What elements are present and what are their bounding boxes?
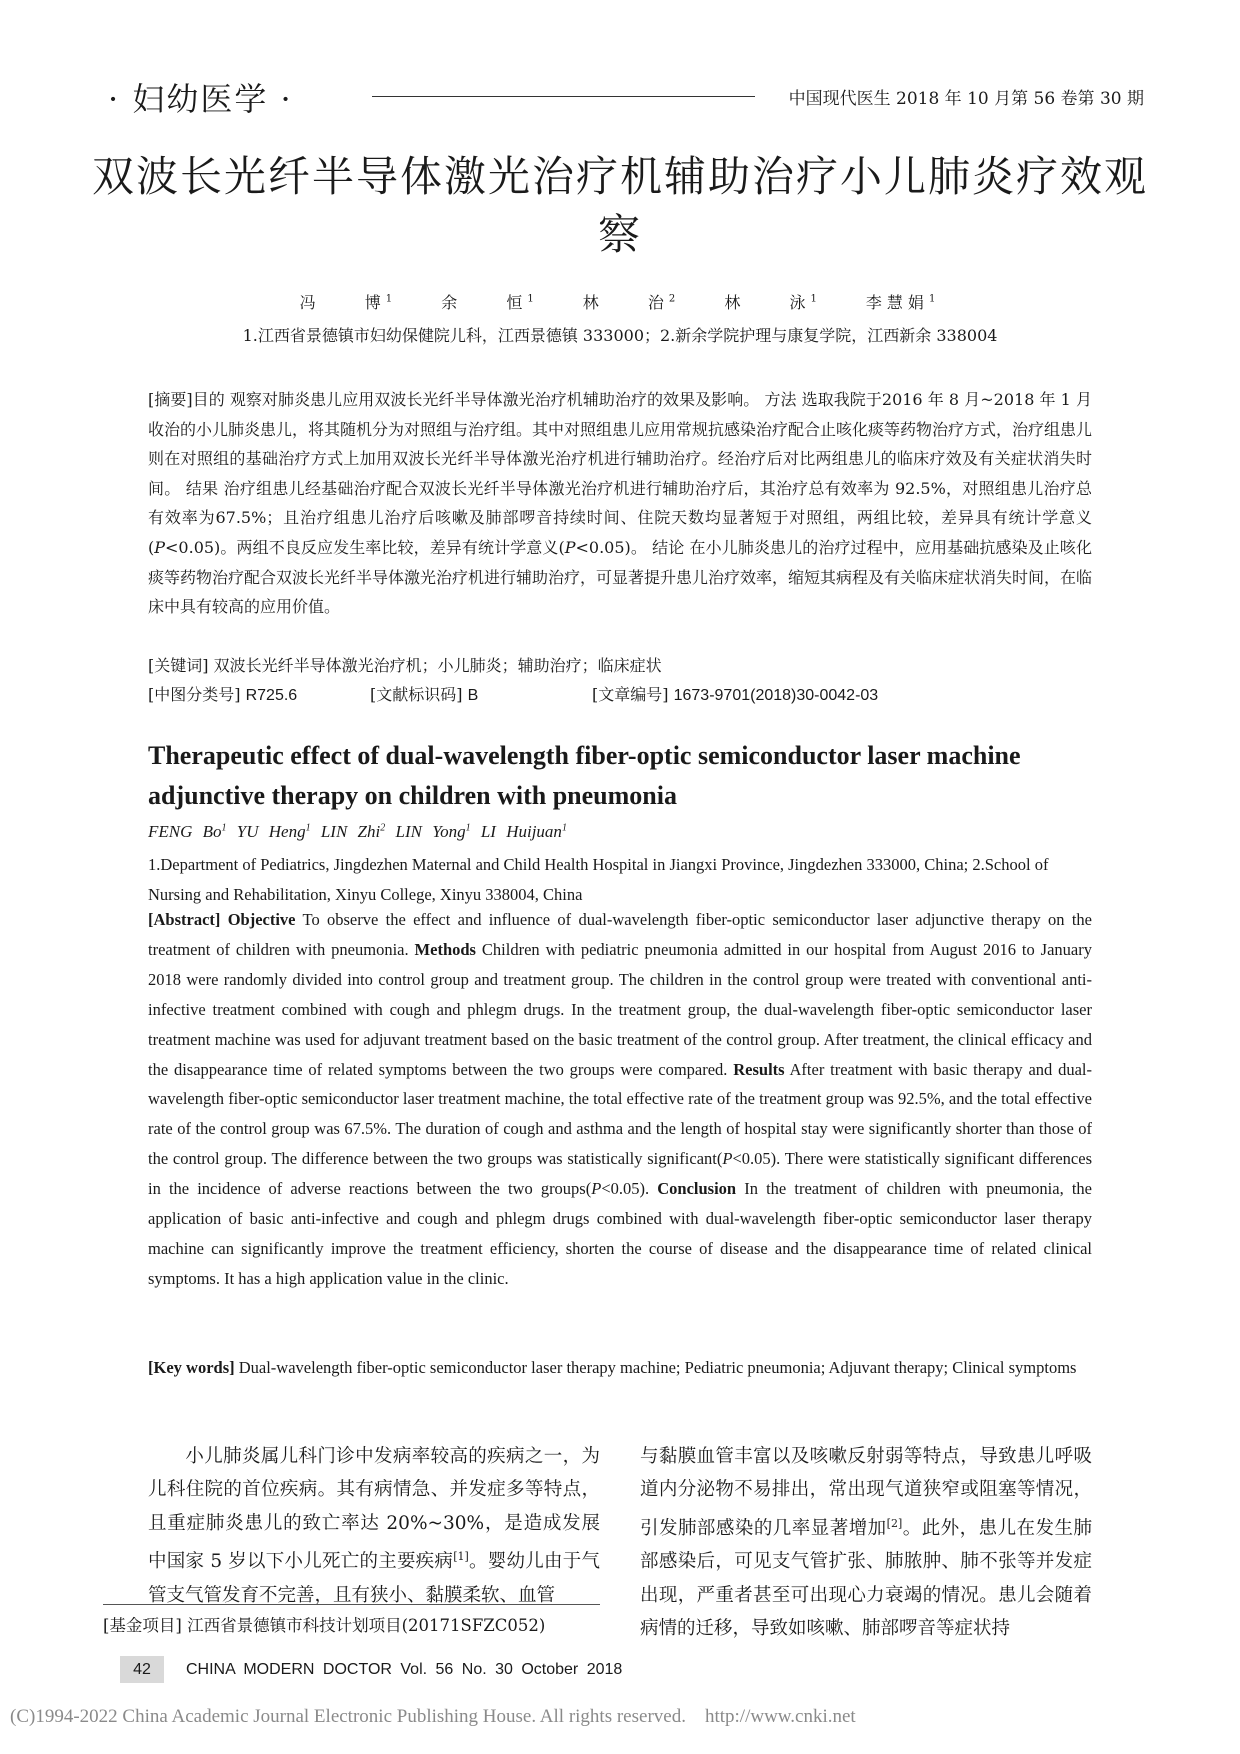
author-list-en [148,822,567,842]
author-zh: 林 治$^2$ [582,293,681,312]
clc-number: [中图分类号] R725.6 [148,685,298,704]
abstract-en: [Abstract] Objective To observe the effect and influence of dual-wavelength fiber-optic semiconductor laser adjunctive therapy on the treatment of children with pneumonia. Methods Children with pediatric pneumonia admitted in our hospital from August 2016 to January 2018 were randomly divided into control group and treatment group. The children in the control group were treated with conventional anti-infective treatment combined with cough and phlegm drugs. In the treatment group, the dual-wavelength fiber-optic semiconductor laser treatment machine was used for adjuvant treatment based on the basic treatment of the control group. After treatment, the clinical efficacy and the disappearance time of related symptoms between the two groups were compared. Results After treatment with basic therapy and dual-wavelength fiber-optic semiconductor laser treatment machine, the total effective rate of the treatment group was 92.5%, and the total effective rate of the control group was 67.5%. The duration of cough and asthma and the length of hospital stay were significantly shorter than those of the control group. The difference between the two groups was statistically significant(P<0.05). There were statistically significant differences in the incidence of adverse reactions between the two groups(P<0.05). Conclusion In the treatment of children with pneumonia, the application of basic anti-infective and cough and phlegm drugs combined with dual-wavelength fiber-optic semiconductor laser therapy machine can significantly improve the treatment efficiency, shorten the course of disease and the disappearance time of related clinical symptoms. It has a high application value in the clinic. [148,910,1093,1288]
author-zh: 余 恒$^1$ [441,293,539,312]
header-rule [372,96,755,97]
keywords-en: [Key words] Dual-wavelength fiber-optic semiconductor laser therapy machine; Pediatric pneumonia; Adjuvant therapy; Clinical symptoms [148,1358,1077,1377]
page-number: 42 [133,1661,151,1678]
article-title-en: Therapeutic effect of dual-wavelength fiber-optic semiconductor laser machine adjunctive therapy on children with pneumonia [148,741,1021,810]
footnote-rule [103,1604,600,1605]
copyright-notice: (C)1994-2022 China Academic Journal Electronic Publishing House. All rights reserved. http://www.cnki.net [10,1706,856,1727]
keywords-zh: [关键词] 双波长光纤半导体激光治疗机；小儿肺炎；辅助治疗；临床症状 [148,656,662,675]
journal-reference: 中国现代医生 2018 年 10 月第 56 卷第 30 期 [788,89,1144,109]
author-en: LIN Zhi$^2$ [320,822,386,841]
classification-row [148,681,1092,709]
author-en: FENG Bo$^1$ [148,822,227,841]
author-en: YU Heng$^1$ [236,822,311,841]
document-code: [文献标识码] B [370,685,479,704]
abstract-zh: [摘要]目的 观察对肺炎患儿应用双波长光纤半导体激光治疗机辅助治疗的效果及影响。 方法 选取我院于2016 年 8 月~2018 年 1 月收治的小儿肺炎患儿，将其随机分为对照组与治疗组。其中对照组患儿应用常规抗感染治疗配合止咳化痰等药物治疗方式，治疗组患儿则在对照组的基础治疗方式上加用双波长光纤半导体激光治疗机进行辅助治疗。经治疗后对比两组患儿的临床疗效及有关症状消失时间。 结果 治疗组患儿经基础治疗配合双波长光纤半导体激光治疗机进行辅助治疗后，其治疗总有效率为 92.5%，对照组患儿治疗总有效率为67.5%；且治疗组患儿治疗后咳嗽及肺部啰音持续时间、住院天数均显著短于对照组，两组比较，差异具有统计学意义(P<0.05)。两组不良反应发生率比较，差异有统计学意义(P<0.05)。 结论 在小儿肺炎患儿的治疗过程中，应用基础抗感染及止咳化痰等药物治疗配合双波长光纤半导体激光治疗机进行辅助治疗，可显著提升患儿治疗效率，缩短其病程及有关临床症状消失时间，在临床中具有较高的应用价值。 [148,390,1093,617]
section-tag: · 妇幼医学 · [108,80,293,118]
author-zh: 林 泳$^1$ [724,293,822,312]
author-zh: 李慧娟$^1$ [865,293,941,312]
article-number: [文章编号] 1673-9701(2018)30-0042-03 [592,685,879,704]
author-list-zh [100,290,1140,313]
funding-footnote: [基金项目] 江西省景德镇市科技计划项目(20171SFZC052) [103,1616,546,1635]
author-zh: 冯 博$^1$ [299,293,398,312]
body-column-right: 与黏膜血管丰富以及咳嗽反射弱等特点，导致患儿呼吸道内分泌物不易排出，常出现气道狭窄或阻塞等情况，引发肺部感染的几率显著增加[2]。此外，患儿在发生肺部感染后，可见支气管扩张、肺脓肿、肺不张等并发症出现，严重者甚至可出现心力衰竭的情况。患儿会随着病情的迁移，导致如咳嗽、肺部啰音等症状持 [640,1446,1092,1640]
body-column-left: 小儿肺炎属儿科门诊中发病率较高的疾病之一，为儿科住院的首位疾病。其有病情急、并发症多等特点，且重症肺炎患儿的致亡率达 20%~30%，是造成发展中国家 5 岁以下小儿死亡的主要疾病[1]。婴幼儿由于气管支气管发育不完善，且有狭小、黏膜柔软、血管 [148,1446,600,1606]
affiliations-zh: 1.江西省景德镇市妇幼保健院儿科，江西景德镇 333000；2.新余学院护理与康复学院，江西新余 338004 [242,326,998,345]
affiliations-en: 1.Department of Pediatrics, Jingdezhen Maternal and Child Health Hospital in Jiangxi Province, Jingdezhen 333000, China; 2.School of Nursing and Rehabilitation, Xinyu College, Xinyu 338004, China [148,855,1049,904]
author-en: LI Huijuan$^1$ [480,822,567,841]
article-title-zh: 双波长光纤半导体激光治疗机辅助治疗小儿肺炎疗效观察 [91,152,1148,259]
author-en: LIN Yong$^1$ [395,822,471,841]
journal-footer: CHINA MODERN DOCTOR Vol. 56 No. 30 October 2018 [186,1661,623,1678]
